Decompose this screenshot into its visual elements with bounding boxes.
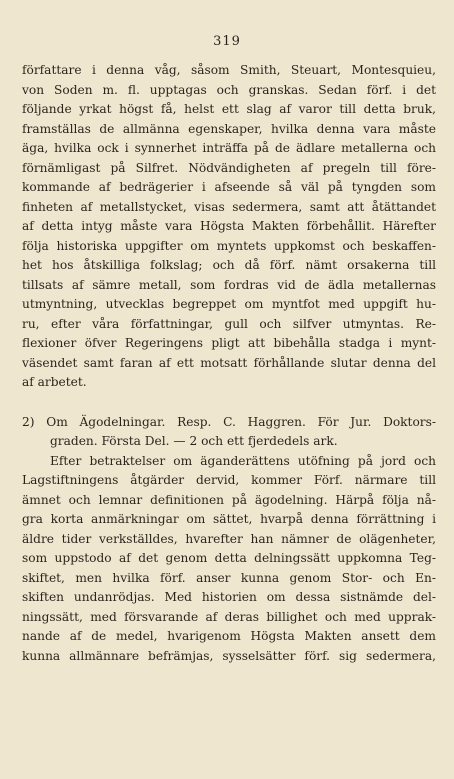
text-line: Lagstiftningens åtgärder dervid, kommer Förf. närmare till bbox=[22, 473, 436, 487]
text-line: von Soden m. fl. upptagas och granskas. Sedan förf. i det bbox=[22, 82, 436, 97]
text-line: kommande af bedrägerier i afseende så väl på tyngden som bbox=[22, 180, 436, 194]
text-line: Efter betraktelser om äganderättens utöfning på jord och bbox=[50, 453, 436, 468]
text-line: ru, efter våra författningar, gull och silfver utmyntas. Re- bbox=[22, 316, 436, 331]
text-line: framställas de allmänna egenskaper, hvilka denna vara måste bbox=[22, 121, 436, 136]
text-line: af arbetet. bbox=[22, 375, 87, 389]
section-2 bbox=[22, 413, 436, 667]
section-gap bbox=[22, 393, 436, 413]
text-line: äga, hvilka ock i synnerhet inträffa på de ädlare metallerna och bbox=[22, 141, 436, 155]
section-heading-line: 2) Om Ägodelningar. Resp. C. Haggren. För Jur. Doktors- bbox=[22, 414, 436, 429]
text-line: författare i denna våg, såsom Smith, Steuart, Montesquieu, bbox=[22, 63, 436, 77]
text-line: flexioner öfver Regeringens pligt att bibehålla stadga i mynt- bbox=[22, 336, 436, 350]
section-heading-line: graden. Första Del. — 2 och ett fjerdedels ark. bbox=[50, 434, 338, 448]
text-line: af detta intyg måste vara Högsta Makten förbehållit. Härefter bbox=[22, 219, 436, 233]
text-line: tillsats af sämre metall, som fordras vid de ädla metallernas bbox=[22, 277, 436, 292]
text-line: följande yrkat högst få, helst ett slag af varor till detta bruk, bbox=[22, 102, 436, 116]
text-line: skiften undanrödjas. Med historien om dessa sistnämde del- bbox=[22, 590, 436, 604]
text-line: väsendet samt faran af ett motsatt förhållande slutar denna del bbox=[22, 355, 436, 370]
page-number: 319 bbox=[213, 34, 241, 49]
page-body bbox=[22, 61, 436, 666]
text-line: finheten af metallstycket, visas sedermera, samt att åtättandet bbox=[22, 199, 436, 214]
text-line: nande af de medel, hvarigenom Högsta Makten ansett dem bbox=[22, 629, 436, 643]
text-line: äldre tider verkställdes, hvarefter han nämner de olägenheter, bbox=[22, 531, 436, 546]
text-line: följa historiska uppgifter om myntets uppkomst och beskaffen- bbox=[22, 238, 436, 253]
text-line: skiftet, men hvilka förf. anser kunna genom Stor- och En- bbox=[22, 570, 436, 585]
text-line: ämnet och lemnar definitionen på ägodelning. Härpå följa nå- bbox=[22, 492, 436, 507]
text-line: förnämligast på Silfret. Nödvändigheten af pregeln till före- bbox=[22, 160, 436, 175]
text-line: kunna allmännare befrämjas, sysselsätter förf. sig sedermera, bbox=[22, 648, 436, 663]
text-line: som uppstodo af det genom detta delningssätt uppkomna Teg- bbox=[22, 551, 436, 565]
text-line: utmyntning, utvecklas begreppet om myntfot med uppgift hu- bbox=[22, 297, 436, 311]
text-line: ningssätt, med försvarande af deras billighet och med upprak- bbox=[22, 609, 436, 624]
text-line: gra korta anmärkningar om sättet, hvarpå denna förrättning i bbox=[22, 512, 436, 526]
text-line: het hos åtskilliga folkslag; och då förf. nämt orsakerna till bbox=[22, 258, 436, 272]
